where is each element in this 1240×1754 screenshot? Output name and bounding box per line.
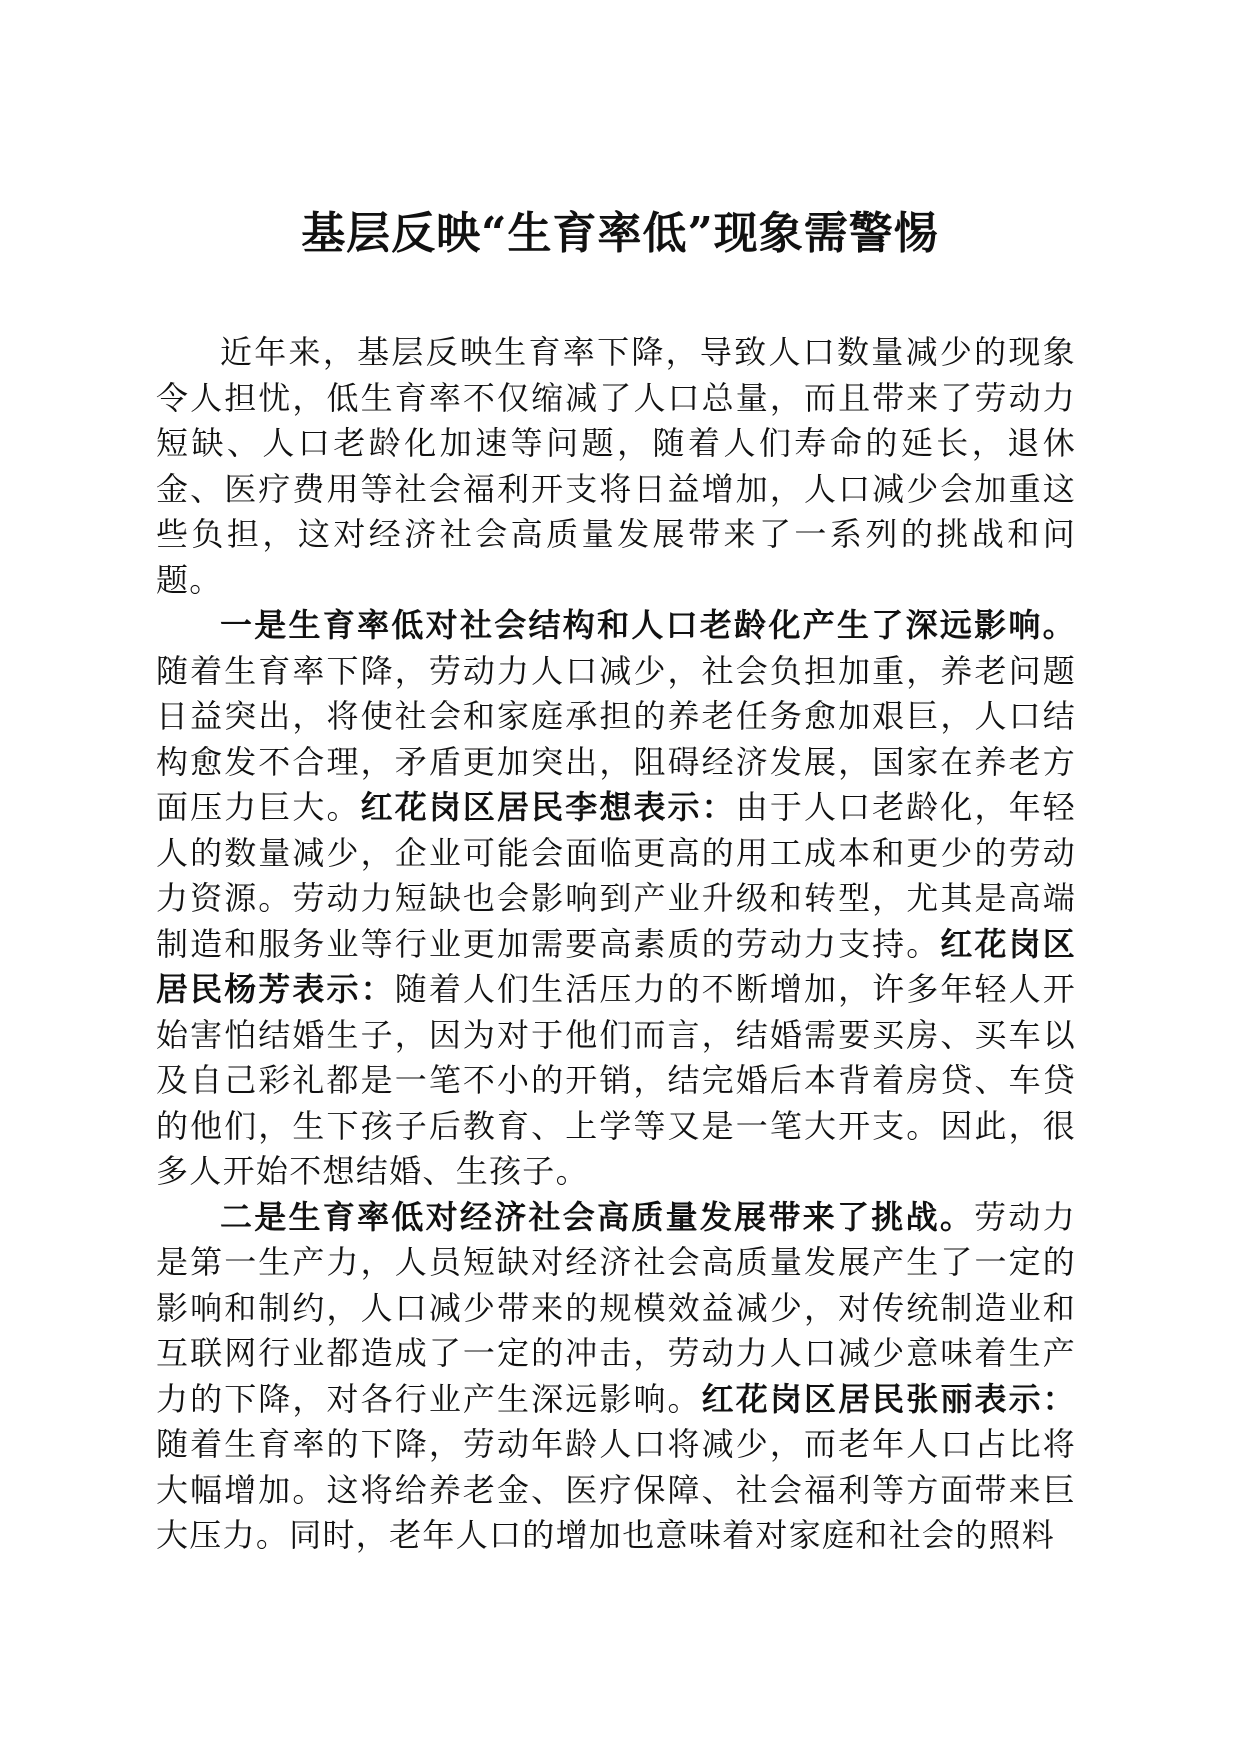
paragraph-text: 近年来，基层反映生育率下降，导致人口数量减少的现象令人担忧，低生育率不仅缩减了人口总量，而且带来了劳动力短缺、人口老龄化加速等问题，随着人们寿命的延长，退休金、医疗费用等社会福利开支将日益增加，人口减少会加重这些负担，这对经济社会高质量发展带来了一系列的挑战和问题。 bbox=[156, 333, 1076, 599]
document-body bbox=[156, 330, 1076, 1559]
paragraph-text: 随着生育率下降，劳动力人口减少，社会负担加重，养老问题日益突出，将使社会和家庭承担的养老任务愈加艰巨，人口结构愈发不合理，矛盾更加突出，阻碍经济发展，国家在养老方面压力巨大。 bbox=[156, 651, 1076, 826]
resident-quote-label: 红花岗区居民李想表示： bbox=[360, 788, 736, 826]
resident-quote-label: 红花岗区居民杨芳表示： bbox=[156, 924, 1077, 1008]
paragraph-intro bbox=[156, 330, 1076, 603]
resident-quote-text: 由于人口老龄化，年轻人的数量减少，企业可能会面临更高的用工成本和更少的劳动力资源。劳动力短缺也会影响到产业升级和转型，尤其是高端制造和服务业等行业更加需要高素质的劳动力支持。 bbox=[156, 788, 1076, 963]
paragraph-section-two bbox=[156, 1195, 1076, 1559]
document-title: 基层反映“生育率低”现象需警惕 bbox=[301, 208, 939, 259]
section-heading: 二是生育率低对经济社会高质量发展带来了挑战。 bbox=[220, 1197, 975, 1236]
resident-quote-label: 红花岗区居民张丽表示： bbox=[701, 1379, 1076, 1418]
paragraph-section-one bbox=[156, 603, 1076, 1195]
resident-quote-text: 随着人们生活压力的不断增加，许多年轻人开始害怕结婚生子，因为对于他们而言，结婚需要买房、买车以及自己彩礼都是一笔不小的开销，结完婚后本背着房贷、车贷的他们，生下孩子后教育、上学等又是一笔大开支。因此，很多人开始不想结婚、生孩子。 bbox=[156, 970, 1076, 1190]
section-heading: 一是生育率低对社会结构和人口老龄化产生了深远影响。 bbox=[220, 606, 1076, 644]
resident-quote-text: 随着生育率的下降，劳动年龄人口将减少，而老年人口占比将大幅增加。这将给养老金、医疗保障、社会福利等方面带来巨大压力。同时，老年人口的增加也意味着对家庭和社会的照料 bbox=[156, 1425, 1076, 1554]
paragraph-text: 劳动力是第一生产力，人员短缺对经济社会高质量发展产生了一定的影响和制约，人口减少带来的规模效益减少，对传统制造业和互联网行业都造成了一定的冲击，劳动力人口减少意味着生产力的下降，对各行业产生深远影响。 bbox=[156, 1197, 1076, 1418]
